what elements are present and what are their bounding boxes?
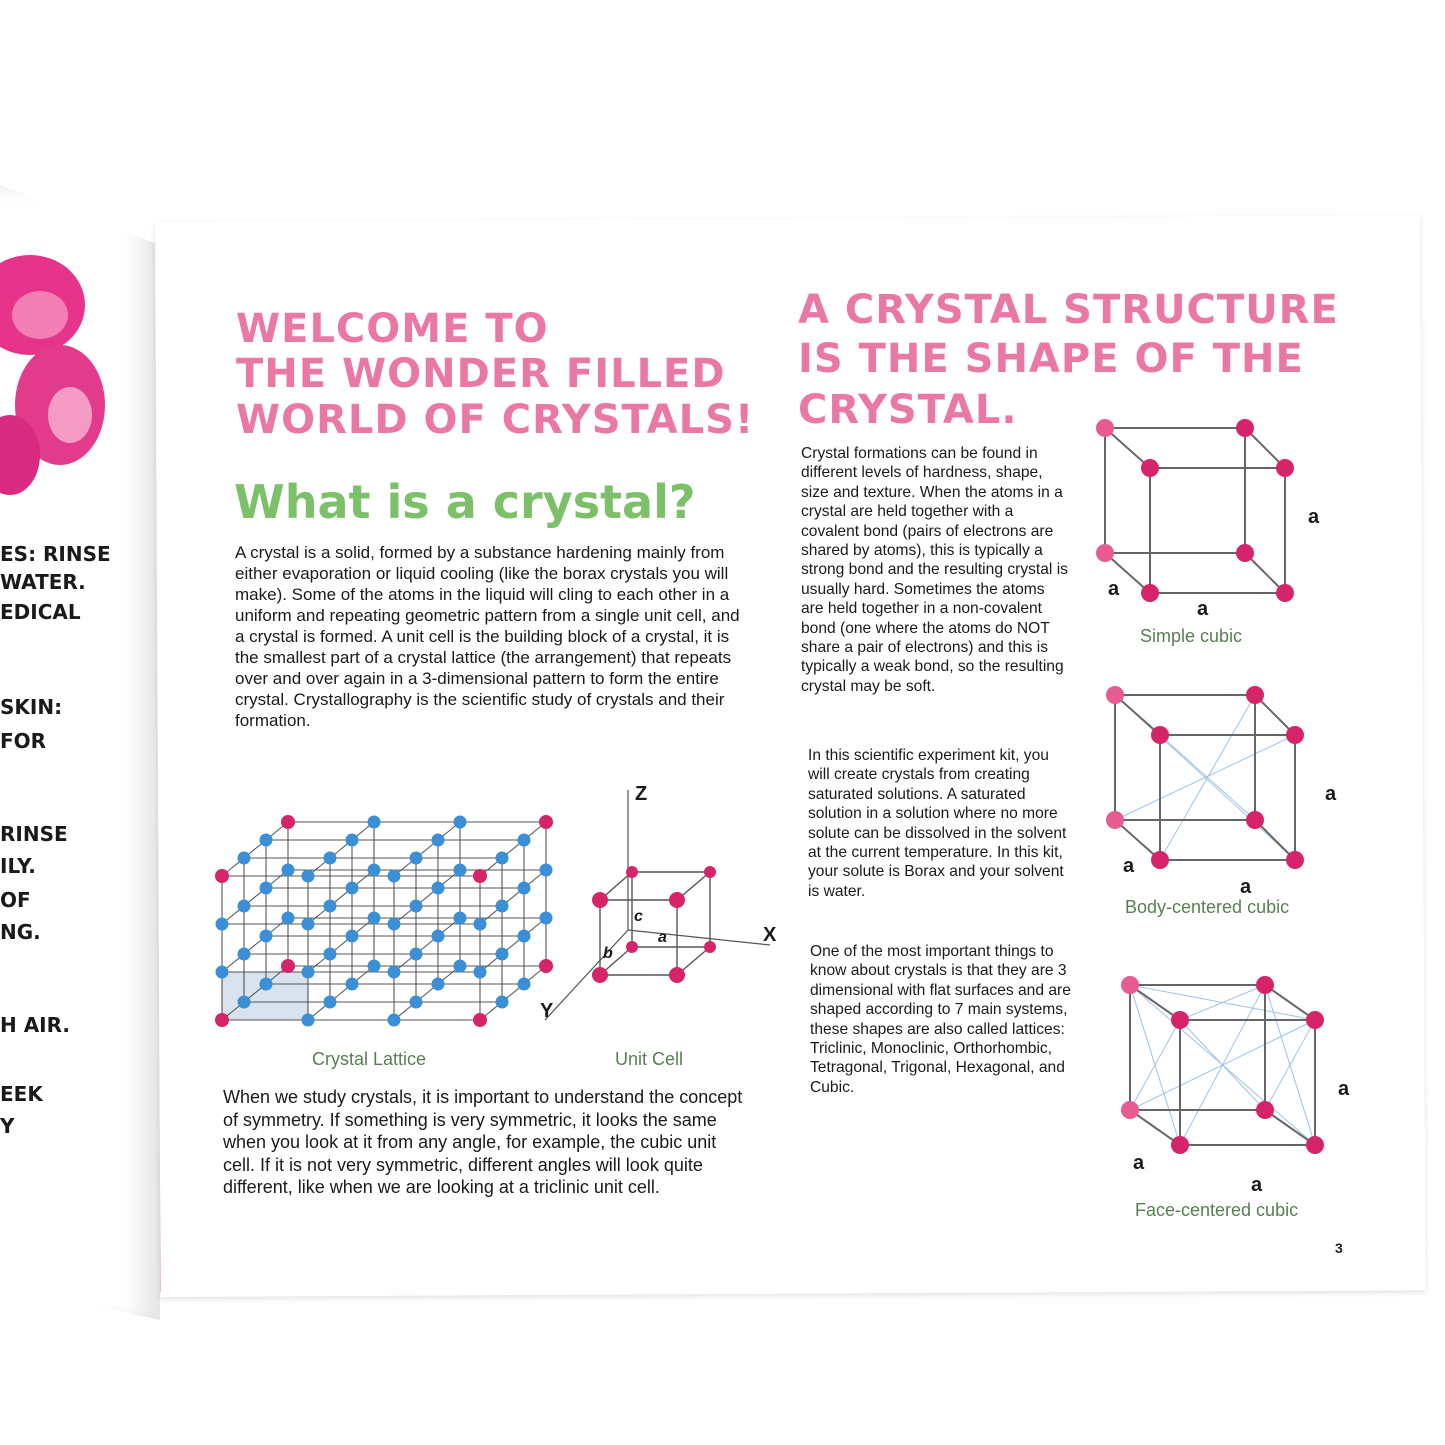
diagonal-line <box>1160 735 1255 820</box>
welcome-title-line1: WELCOME TO <box>236 306 549 352</box>
crystal-lattice-caption: Crystal Lattice <box>312 1049 427 1069</box>
atom <box>454 864 467 877</box>
welcome-title-line3: WORLD OF CRYSTALS! <box>236 397 755 443</box>
cube-edge <box>1265 1110 1315 1145</box>
cube-edge <box>1130 985 1180 1020</box>
diagonal-line <box>1265 1020 1315 1110</box>
atom <box>518 978 531 991</box>
atom <box>302 918 315 931</box>
atom <box>410 900 423 913</box>
atom <box>454 816 467 829</box>
body-centered-cubic-diagram <box>1095 680 1335 880</box>
atom <box>238 948 251 961</box>
atom <box>1141 584 1159 602</box>
atom <box>215 1013 229 1027</box>
symmetry-paragraph: When we study crystals, it is important to understand the concept of symmetry. If something is very symmetric, it looks the same when you look at it from any angle, for example, the cubic unit cell. If it is not very symmetric, different angles will look quite different, like when we are looking at a triclinic unit cell. <box>223 1087 743 1197</box>
atom <box>592 967 608 983</box>
atom <box>1276 459 1294 477</box>
atom <box>1306 1136 1324 1154</box>
lattice-systems-paragraph: One of the most important things to know about crystals is that they are 3 dimensional with flat surfaces and are shaped according to 7 main systems, these shapes are also called lattices: Triclinic, Monoclinic, Orthorhombic, Tetragonal, Trigonal, Hexagonal, and Cubic. <box>810 943 1071 1096</box>
atom <box>432 978 445 991</box>
cube-edge <box>1105 428 1150 468</box>
diagonal-line <box>1130 1020 1180 1110</box>
left-text-12: Y <box>0 1114 15 1138</box>
atom <box>518 930 531 943</box>
face-centered-caption: Face-centered cubic <box>1135 1200 1299 1220</box>
cube-edge <box>1115 695 1160 735</box>
axis-x-label: X <box>763 924 777 946</box>
body-centered-a-right: a <box>1325 783 1337 805</box>
atom <box>704 941 716 953</box>
face-centered-a-left: a <box>1133 1152 1145 1174</box>
simple-cubic-a-bottom: a <box>1197 598 1209 620</box>
diagonal-line <box>1180 985 1265 1020</box>
atom <box>1246 811 1264 829</box>
atom <box>518 834 531 847</box>
cube-edge <box>1265 985 1315 1020</box>
atom <box>302 870 315 883</box>
unit-cell-caption: Unit Cell <box>615 1049 684 1069</box>
atom <box>324 996 337 1009</box>
welcome-title-line2: THE WONDER FILLED <box>236 351 726 397</box>
atom <box>324 852 337 865</box>
left-text-6: RINSE <box>0 822 68 846</box>
atom <box>410 996 423 1009</box>
diagonal-line <box>1180 1020 1265 1110</box>
atom <box>1256 1101 1274 1119</box>
atom <box>410 948 423 961</box>
atom <box>216 918 229 931</box>
atom <box>432 882 445 895</box>
left-text-8: OF <box>0 888 31 912</box>
left-text-11: EEK <box>0 1082 43 1106</box>
atom <box>1096 544 1114 562</box>
atom <box>669 892 685 908</box>
atom <box>1121 1101 1139 1119</box>
atom <box>281 815 295 829</box>
atom <box>1246 686 1264 704</box>
atom <box>1106 686 1124 704</box>
atom <box>368 960 381 973</box>
atom <box>388 1014 401 1027</box>
structure-title-line1: A CRYSTAL STRUCTURE <box>798 287 1339 333</box>
atom <box>1151 726 1169 744</box>
saturated-solution-paragraph: In this scientific experiment kit, you will create crystals from creating saturated solutions. A saturated solution in a solution where no more solute can be dissolved in the solvent at the current temperature. In this kit, your solute is Borax and your solvent is water. <box>808 747 1067 900</box>
atom <box>388 966 401 979</box>
intro-paragraph: A crystal is a solid, formed by a substance hardening mainly from either evaporation or liquid cooling (like the borax crystals you will make). Some of the atoms in the liquid will cling to each other in a uniform and repeating geometric pattern from a single unit cell, and a crystal is formed. A unit cell is the building block of a crystal, it is the smallest part of a crystal lattice (the arrangement) that repeats over and over again in a 3-dimensional pattern to form the entire crystal. Crystallography is the scientific study of crystals and their formation. <box>235 543 740 730</box>
atom <box>669 967 685 983</box>
atom <box>368 912 381 925</box>
atom <box>388 918 401 931</box>
cube-edge <box>1115 820 1160 860</box>
atom <box>518 882 531 895</box>
atom <box>1096 419 1114 437</box>
flower-illustration <box>0 245 110 505</box>
atom <box>432 930 445 943</box>
atom <box>1151 851 1169 869</box>
body-centered-a-left: a <box>1123 855 1135 877</box>
atom <box>260 930 273 943</box>
atom <box>238 852 251 865</box>
atom <box>496 852 509 865</box>
atom <box>346 978 359 991</box>
edge-c-label: c <box>634 908 643 925</box>
atom <box>1256 976 1274 994</box>
face-centered-cubic-diagram <box>1105 970 1345 1180</box>
simple-cubic-diagram <box>1085 413 1325 603</box>
atom <box>302 966 315 979</box>
face-centered-a-bottom: a <box>1251 1174 1263 1196</box>
atom <box>388 870 401 883</box>
atom <box>496 900 509 913</box>
atom <box>1171 1011 1189 1029</box>
question-heading: What is a crystal? <box>234 475 696 529</box>
atom <box>410 852 423 865</box>
atom <box>346 882 359 895</box>
atom <box>216 966 229 979</box>
left-text-3: EDICAL <box>0 600 81 624</box>
body-centered-a-bottom: a <box>1240 876 1252 898</box>
diagonal-line <box>1115 735 1295 820</box>
atom <box>324 948 337 961</box>
atom <box>238 996 251 1009</box>
atom <box>346 930 359 943</box>
atom <box>1306 1011 1324 1029</box>
simple-cubic-a-right: a <box>1308 506 1320 528</box>
structure-title-line3: CRYSTAL. <box>798 387 1018 433</box>
left-text-7: ILY. <box>0 854 36 878</box>
atom <box>1236 544 1254 562</box>
axis-z-label: Z <box>635 783 648 805</box>
atom <box>1141 459 1159 477</box>
atom <box>368 816 381 829</box>
x-axis <box>628 930 770 945</box>
atom <box>260 882 273 895</box>
atom <box>473 869 487 883</box>
cube-edge <box>1130 1110 1180 1145</box>
atom <box>496 948 509 961</box>
atom <box>324 900 337 913</box>
page-number: 3 <box>1335 1240 1343 1256</box>
atom <box>1171 1136 1189 1154</box>
atom <box>474 918 487 931</box>
hardness-paragraph: Crystal formations can be found in different levels of hardness, shape, size and texture. When the atoms in a crystal are held together with a covalent bond (pairs of electrons are shared by atoms), this is typically a strong bond and the resulting crystal is usually hard. Sometimes the atoms are held together in a non-covalent bond (one where the atoms do NOT share a pair of electrons) and this is typically a weak bond, so the resulting crystal may be soft. <box>801 445 1068 695</box>
atom <box>260 834 273 847</box>
atom <box>626 866 638 878</box>
atom <box>1106 811 1124 829</box>
atom <box>1236 419 1254 437</box>
atom <box>260 978 273 991</box>
axis-y-label: Y <box>540 1000 554 1022</box>
atom <box>1286 851 1304 869</box>
atom <box>474 966 487 979</box>
body-centered-caption: Body-centered cubic <box>1125 897 1290 917</box>
unit-cell-diagram <box>540 780 780 1040</box>
atom <box>626 941 638 953</box>
atom <box>592 892 608 908</box>
atom <box>215 869 229 883</box>
atom <box>1276 584 1294 602</box>
structure-title-line2: IS THE SHAPE OF THE <box>798 336 1304 382</box>
atom <box>432 834 445 847</box>
simple-cubic-caption: Simple cubic <box>1140 626 1243 646</box>
atom <box>496 996 509 1009</box>
left-text-2: WATER. <box>0 570 86 594</box>
face-centered-a-right: a <box>1338 1078 1350 1100</box>
atom <box>346 834 359 847</box>
atom <box>473 1013 487 1027</box>
atom <box>454 912 467 925</box>
atom <box>1286 726 1304 744</box>
atom <box>454 960 467 973</box>
atom <box>1121 976 1139 994</box>
left-text-10: H AIR. <box>0 1013 70 1037</box>
left-text-5: FOR <box>0 729 47 753</box>
left-text-9: NG. <box>0 920 41 944</box>
left-text-1: ES: RINSE <box>0 542 111 566</box>
edge-a-label: a <box>658 929 667 946</box>
atom <box>368 864 381 877</box>
atom <box>281 959 295 973</box>
atom <box>238 900 251 913</box>
edge-b-label: b <box>603 945 613 962</box>
atom <box>282 864 295 877</box>
atom <box>704 866 716 878</box>
left-text-4: SKIN: <box>0 695 63 719</box>
simple-cubic-a-left: a <box>1108 578 1120 600</box>
atom <box>302 1014 315 1027</box>
crystal-lattice-diagram <box>210 775 550 1035</box>
atom <box>282 912 295 925</box>
